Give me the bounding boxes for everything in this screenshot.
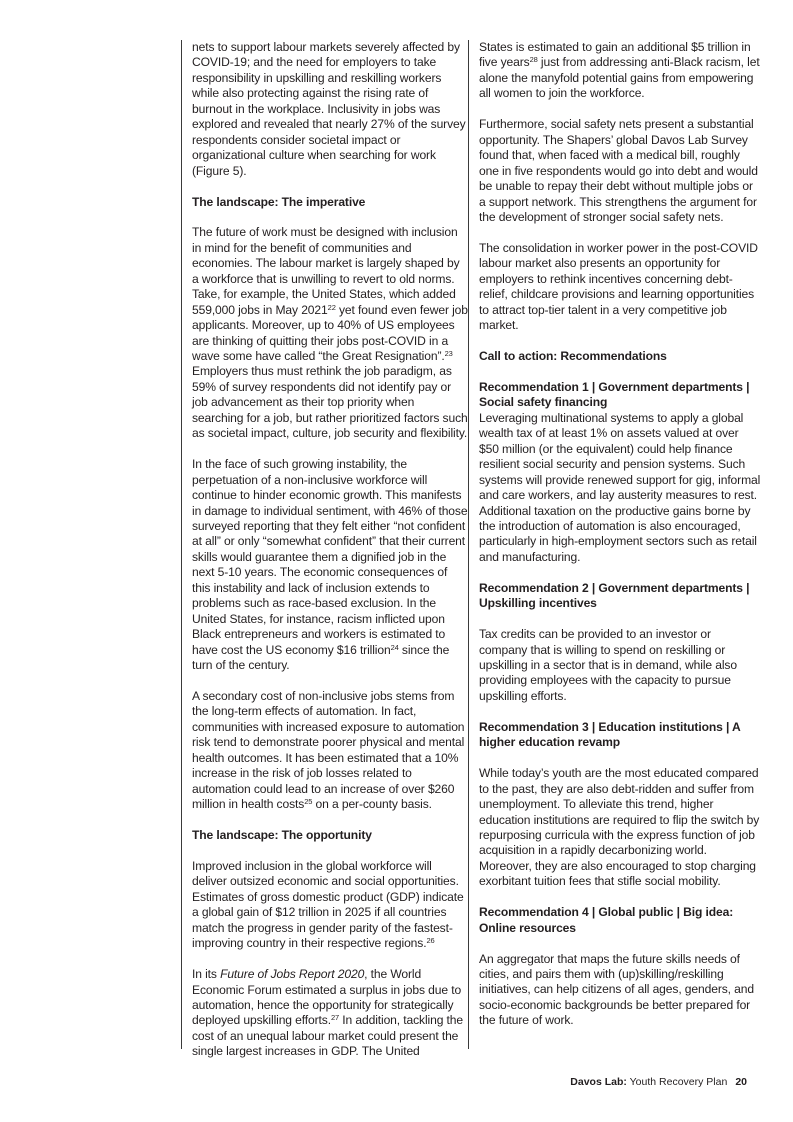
recommendation-1-title: Recommendation 1 | Government departments | Social safety financing	[479, 379, 750, 410]
heading-call-to-action: Call to action: Recommendations	[479, 349, 667, 364]
heading-landscape-imperative: The landscape: The imperative	[192, 194, 366, 209]
recommendation-2-title: Recommendation 2 | Government departments | Upskilling incentives	[479, 580, 750, 611]
recommendation-4-title: Recommendation 4 | Global public | Big idea: Online resources	[479, 905, 734, 935]
recommendation-1-body: Leveraging multinational systems to apply a global wealth tax of at least 1% on assets valued at over $50 million (or the equivalent) could help finance resilient social security and pension systems. Such systems will provide renewed support for gig, informal and care workers, and lay austerity measures to rest. Additional taxation on the productive gains borne by the introduction of automation is also encouraged, particularly in high-employment sectors such as retail and manufacturing.	[479, 410, 761, 564]
footnote-ref-26: 26	[426, 936, 435, 946]
recommendation-2-body: Tax credits can be provided to an investor or company that is willing to spend on reskilling or upskilling in a sector that is in demand, while also providing employees with the capacity to pursue upskilling efforts.	[479, 627, 737, 703]
left-column	[181, 40, 468, 1059]
paragraph-automation-cost: A secondary cost of non-inclusive jobs stems from the long-term effects of automation. In fact, communities with increased exposure to automation risk tend to demonstrate poorer physical and mental health outcomes. It has been estimated that a 10% increase in the risk of job losses related to automation could lead to an increase of over $260 million in health costs$^{25}$ on a per-county basis.	[192, 688, 465, 812]
paragraph-inclusivity: nets to support labour markets severely affected by COVID-19; and the need for employers to take responsibility in upskilling and reskilling workers while also protecting against the rising rate of burnout in the workplace. Inclusivity in jobs was explored and revealed that nearly 27% of the survey respondents consider societal impact or organizational culture when searching for work (Figure 5).	[192, 40, 466, 178]
heading-landscape-opportunity: The landscape: The opportunity	[192, 828, 372, 843]
page-footer	[570, 1076, 747, 1089]
paragraph-instability: In the face of such growing instability, the perpetuation of a non-inclusive workforce will continue to hinder economic growth. This manifests in damage to individual sentiment, with 46% of those surveyed reporting that they felt either “not confident at all” or only “somewhat confident” that their current skills would guarantee them a dignified job in the next 5-10 years. The economic consequences of this instability and lack of inclusion extends to problems such as race-based exclusion. In the United States, for instance, racism inflicted upon Black entrepreneurs and workers is estimated to have cost the US economy $16 trillion$^{24}$ since the turn of the century.	[192, 457, 468, 673]
footnote-ref-22: 22	[327, 302, 336, 312]
recommendation-4-body: An aggregator that maps the future skills needs of cities, and pairs them with (up)skilling/reskilling initiatives, can help citizens of all ages, genders, and socio-economic backgrounds be better prepared for the future of work.	[479, 951, 754, 1028]
paragraph-anti-black-racism: States is estimated to gain an additional $5 trillion in five years$^{28}$ just from addressing anti-Black racism, let alone the manyfold potential gains from empowering all women to join the workforce.	[479, 40, 760, 101]
page-number: 20	[735, 1076, 747, 1088]
footnote-ref-23: 23	[444, 349, 453, 359]
recommendation-3-title: Recommendation 3 | Education institutions | A higher education revamp	[479, 719, 741, 750]
footnote-ref-28: 28	[529, 55, 538, 65]
footnote-ref-27: 27	[330, 1013, 340, 1023]
paragraph-worker-power: The consolidation in worker power in the post-COVID labour market also presents an opportunity for employers to rethink incentives concerning debt-relief, childcare provisions and learning opportunities to attract top-tier talent in a very competitive job market.	[479, 240, 758, 333]
paragraph-future-of-work: The future of work must be designed with inclusion in mind for the benefit of communities and economies. The labour market is largely shaped by a workforce that is unwilling to revert to old norms. Take, for example, the United States, which added 559,000 jobs in May 2021$^{22}$ yet found even fewer job applicants. Moreover, up to 40% of US employees are thinking of quitting their jobs post-COVID in a wave some have called “the Great Resignation”.$^{23}$ Employers thus must rethink the job paradigm, as 59% of survey respondents did not identify pay or job advancement as their top priority when searching for a job, but rather prioritized factors such as societal impact, culture, job security and flexibility.	[192, 225, 468, 441]
footer-title: Youth Recovery Plan	[626, 1076, 728, 1088]
footnote-ref-25: 25	[304, 797, 313, 807]
paragraph-social-safety-nets: Furthermore, social safety nets present a substantial opportunity. The Shapers’ global Davos Lab Survey found that, when faced with a medical bill, roughly one in five respondents would go into debt and would be unable to repay their debt without multiple jobs or a support network. This strengthens the argument for the development of stronger social safety nets.	[479, 117, 758, 224]
footer-brand: Davos Lab:	[570, 1076, 627, 1088]
paragraph-improved-inclusion: Improved inclusion in the global workforce will deliver outsized economic and social opportunities. Estimates of gross domestic product (GDP) indicate a global gain of $12 trillion in 2025 if all countries match the progress in gender parity of the fastest-improving country in their respective regions.$^{26}$	[192, 858, 464, 951]
footnote-ref-24: 24	[390, 642, 399, 652]
paragraph-future-of-jobs-report: In its Future of Jobs Report 2020, the World Economic Forum estimated a surplus in jobs due to automation, hence the opportunity for strategically deployed upskilling efforts.$^{27}$ In addition, tackling the cost of an unequal labour market could present the single largest increases in GDP. The United	[192, 967, 464, 1059]
recommendation-3-body: While today’s youth are the most educated compared to the past, they are also debt-ridden and suffer from unemployment. To alleviate this trend, higher education institutions are required to flip the switch by repurposing curricula with the express function of job acquisition in a rapidly decarbonizing world. Moreover, they are also encouraged to stop charging exorbitant tuition fees that stifle social mobility.	[479, 766, 760, 889]
report-title: Future of Jobs Report 2020	[220, 967, 365, 982]
right-column	[468, 40, 761, 1049]
